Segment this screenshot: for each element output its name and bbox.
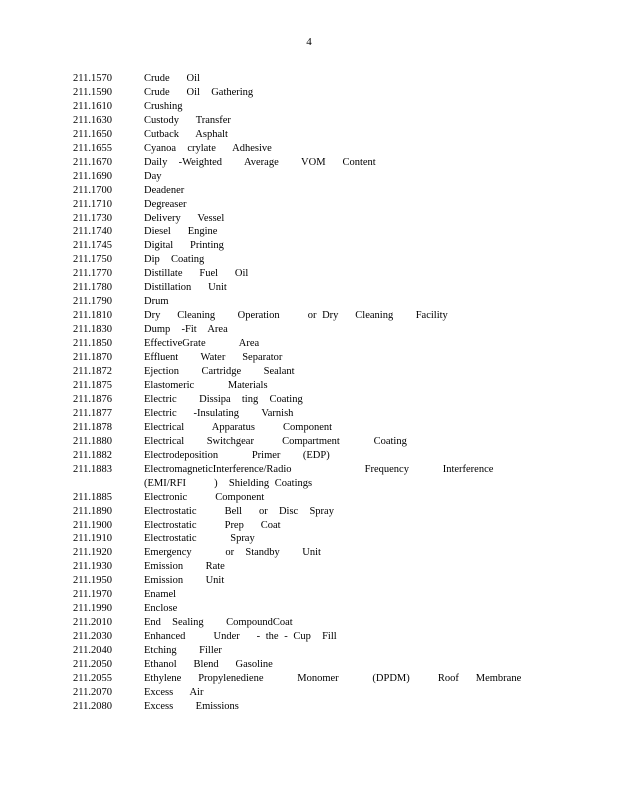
section-number: 211.1900 [73, 519, 112, 531]
list-item [73, 323, 543, 337]
defined-term: Delivery Vessel [144, 212, 225, 224]
section-number: 211.2050 [73, 659, 112, 671]
section-number: 211.1570 [73, 73, 112, 84]
section-number: 211.1810 [73, 310, 112, 322]
section-number: 211.1890 [73, 505, 112, 517]
defined-term: Ejection Cartridge Sealant [144, 366, 295, 378]
defined-term: Distillate Fuel Oil [144, 268, 249, 280]
section-number: 211.2070 [73, 686, 112, 698]
list-item [73, 337, 543, 351]
section-number: 211.2010 [73, 617, 112, 629]
defined-term: Electrostatic Bell or Disc Spray [144, 505, 334, 517]
section-number: 211.2080 [73, 700, 112, 712]
section-number: 211.1630 [73, 114, 112, 126]
defined-term: Crude Oil Gathering [144, 86, 254, 98]
section-number: 211.1970 [73, 589, 112, 601]
list-item [73, 128, 543, 142]
defined-term: Daily -Weighted Average VOM Content [144, 156, 376, 168]
list-item [73, 630, 543, 644]
list-item [73, 435, 543, 449]
defined-term: Day [144, 170, 162, 182]
defined-term: Deadener [144, 184, 185, 196]
list-item [73, 546, 543, 560]
section-number: 211.1880 [73, 435, 112, 447]
defined-term: Digital Printing [144, 240, 224, 252]
section-number: 211.1920 [73, 547, 112, 559]
defined-term: Drum [144, 296, 169, 308]
defined-term: Emission Rate [144, 561, 225, 573]
section-number: 211.1910 [73, 533, 112, 545]
section-number: 211.1750 [73, 254, 112, 266]
list-item [73, 72, 543, 86]
defined-term: Excess Emissions [144, 700, 239, 712]
list-item [73, 574, 543, 588]
defined-term: Distillation Unit [144, 282, 227, 294]
defined-term: Ethanol Blend Gasoline [144, 659, 273, 671]
section-number: 211.1883 [73, 463, 112, 475]
list-item [73, 449, 543, 463]
defined-term: Enhanced Under - the - Cup Fill [144, 631, 337, 643]
section-number: 211.1670 [73, 156, 112, 168]
section-number: 211.1878 [73, 421, 112, 433]
section-number: 211.1875 [73, 379, 112, 391]
defined-term: Emission Unit [144, 575, 225, 587]
list-item [73, 295, 543, 309]
list-item [73, 519, 543, 533]
list-item [73, 86, 543, 100]
section-number: 211.2055 [73, 672, 112, 684]
section-number: 211.1876 [73, 393, 112, 405]
list-item [73, 588, 543, 602]
section-number: 211.1877 [73, 407, 112, 419]
list-item [73, 351, 543, 365]
list-item [73, 407, 543, 421]
defined-term: Excess Air [144, 686, 204, 698]
section-number: 211.2030 [73, 631, 112, 643]
list-item [73, 365, 543, 379]
defined-term: Cutback Asphalt [144, 128, 228, 140]
section-number: 211.1730 [73, 212, 112, 224]
list-item [73, 309, 543, 323]
list-item [73, 644, 543, 658]
list-item [73, 491, 543, 505]
section-number: 211.1990 [73, 603, 112, 615]
defined-term: Degreaser [144, 198, 187, 210]
list-item [73, 505, 543, 519]
defined-term: Electric Dissipa ting Coating [144, 393, 303, 405]
defined-term: Electrodeposition Primer (EDP) [144, 449, 330, 461]
list-item [73, 532, 543, 546]
list-item [73, 602, 543, 616]
section-number: 211.1870 [73, 352, 112, 364]
defined-term: Cyanoa crylate Adhesive [144, 142, 272, 154]
list-item [73, 700, 543, 714]
section-number: 211.1740 [73, 226, 112, 238]
section-list [73, 72, 543, 714]
list-item [73, 225, 543, 239]
list-item [73, 170, 543, 184]
section-number: 211.1885 [73, 491, 112, 503]
section-number: 211.1700 [73, 184, 112, 196]
section-number: 211.1655 [73, 142, 112, 154]
page-number: 4 [306, 36, 312, 48]
list-item [73, 686, 543, 700]
section-number: 211.1770 [73, 268, 112, 280]
section-number: 211.1872 [73, 366, 112, 378]
list-item [73, 100, 543, 114]
defined-term: Enamel [144, 589, 177, 601]
defined-term: Dip Coating [144, 254, 205, 266]
list-item [73, 184, 543, 198]
list-item [73, 393, 543, 407]
defined-term: Emergency or Standby Unit [144, 547, 321, 559]
section-number: 211.1690 [73, 170, 112, 182]
defined-term: Crude Oil [144, 73, 200, 84]
list-item [73, 379, 543, 393]
defined-term: Enclose [144, 603, 178, 615]
list-item [73, 281, 543, 295]
defined-term: Crushing [144, 100, 183, 112]
list-item [73, 142, 543, 156]
section-number: 211.1790 [73, 296, 112, 308]
list-item [73, 560, 543, 574]
defined-term: Ethylene Propylenediene Monomer (DPDM) Roof Membrane [144, 672, 522, 684]
defined-term: Dump -Fit Area [144, 324, 228, 336]
defined-term: EffectiveGrate Area [144, 338, 260, 350]
section-number: 211.1650 [73, 128, 112, 140]
list-item [73, 616, 543, 630]
list-item [73, 267, 543, 281]
list-item [73, 114, 543, 128]
defined-term: Etching Filler [144, 645, 222, 657]
section-number: 211.1710 [73, 198, 112, 210]
list-item [73, 156, 543, 170]
defined-term: ElectromagneticInterference/Radio Frequency Interference (EMI/RFI ) Shielding Coatings [144, 463, 533, 489]
list-item [73, 253, 543, 267]
list-item [73, 212, 543, 226]
list-item [73, 198, 543, 212]
defined-term: Effluent Water Separator [144, 352, 283, 364]
list-item [73, 421, 543, 435]
section-number: 211.1850 [73, 338, 112, 350]
defined-term: Electric -Insulating Varnish [144, 407, 294, 419]
defined-term: Custody Transfer [144, 114, 231, 126]
section-number: 211.1882 [73, 449, 112, 461]
list-item [73, 672, 543, 686]
defined-term: Electrostatic Prep Coat [144, 519, 281, 531]
list-item [73, 239, 543, 253]
section-number: 211.1950 [73, 575, 112, 587]
list-item [73, 463, 543, 491]
section-number: 211.1830 [73, 324, 112, 336]
section-number: 211.1930 [73, 561, 112, 573]
defined-term: Diesel Engine [144, 226, 218, 238]
section-number: 211.1610 [73, 100, 112, 112]
section-number: 211.1745 [73, 240, 112, 252]
defined-term: Dry Cleaning Operation or Dry Cleaning Facility [144, 310, 448, 322]
section-number: 211.2040 [73, 645, 112, 657]
section-number: 211.1590 [73, 86, 112, 98]
defined-term: End Sealing CompoundCoat [144, 617, 293, 629]
defined-term: Electrical Apparatus Component [144, 421, 333, 433]
defined-term: Elastomeric Materials [144, 379, 268, 391]
defined-term: Electrical Switchgear Compartment Coating [144, 435, 407, 447]
list-item [73, 658, 543, 672]
section-number: 211.1780 [73, 282, 112, 294]
defined-term: Electrostatic Spray [144, 533, 255, 545]
defined-term: Electronic Component [144, 491, 265, 503]
